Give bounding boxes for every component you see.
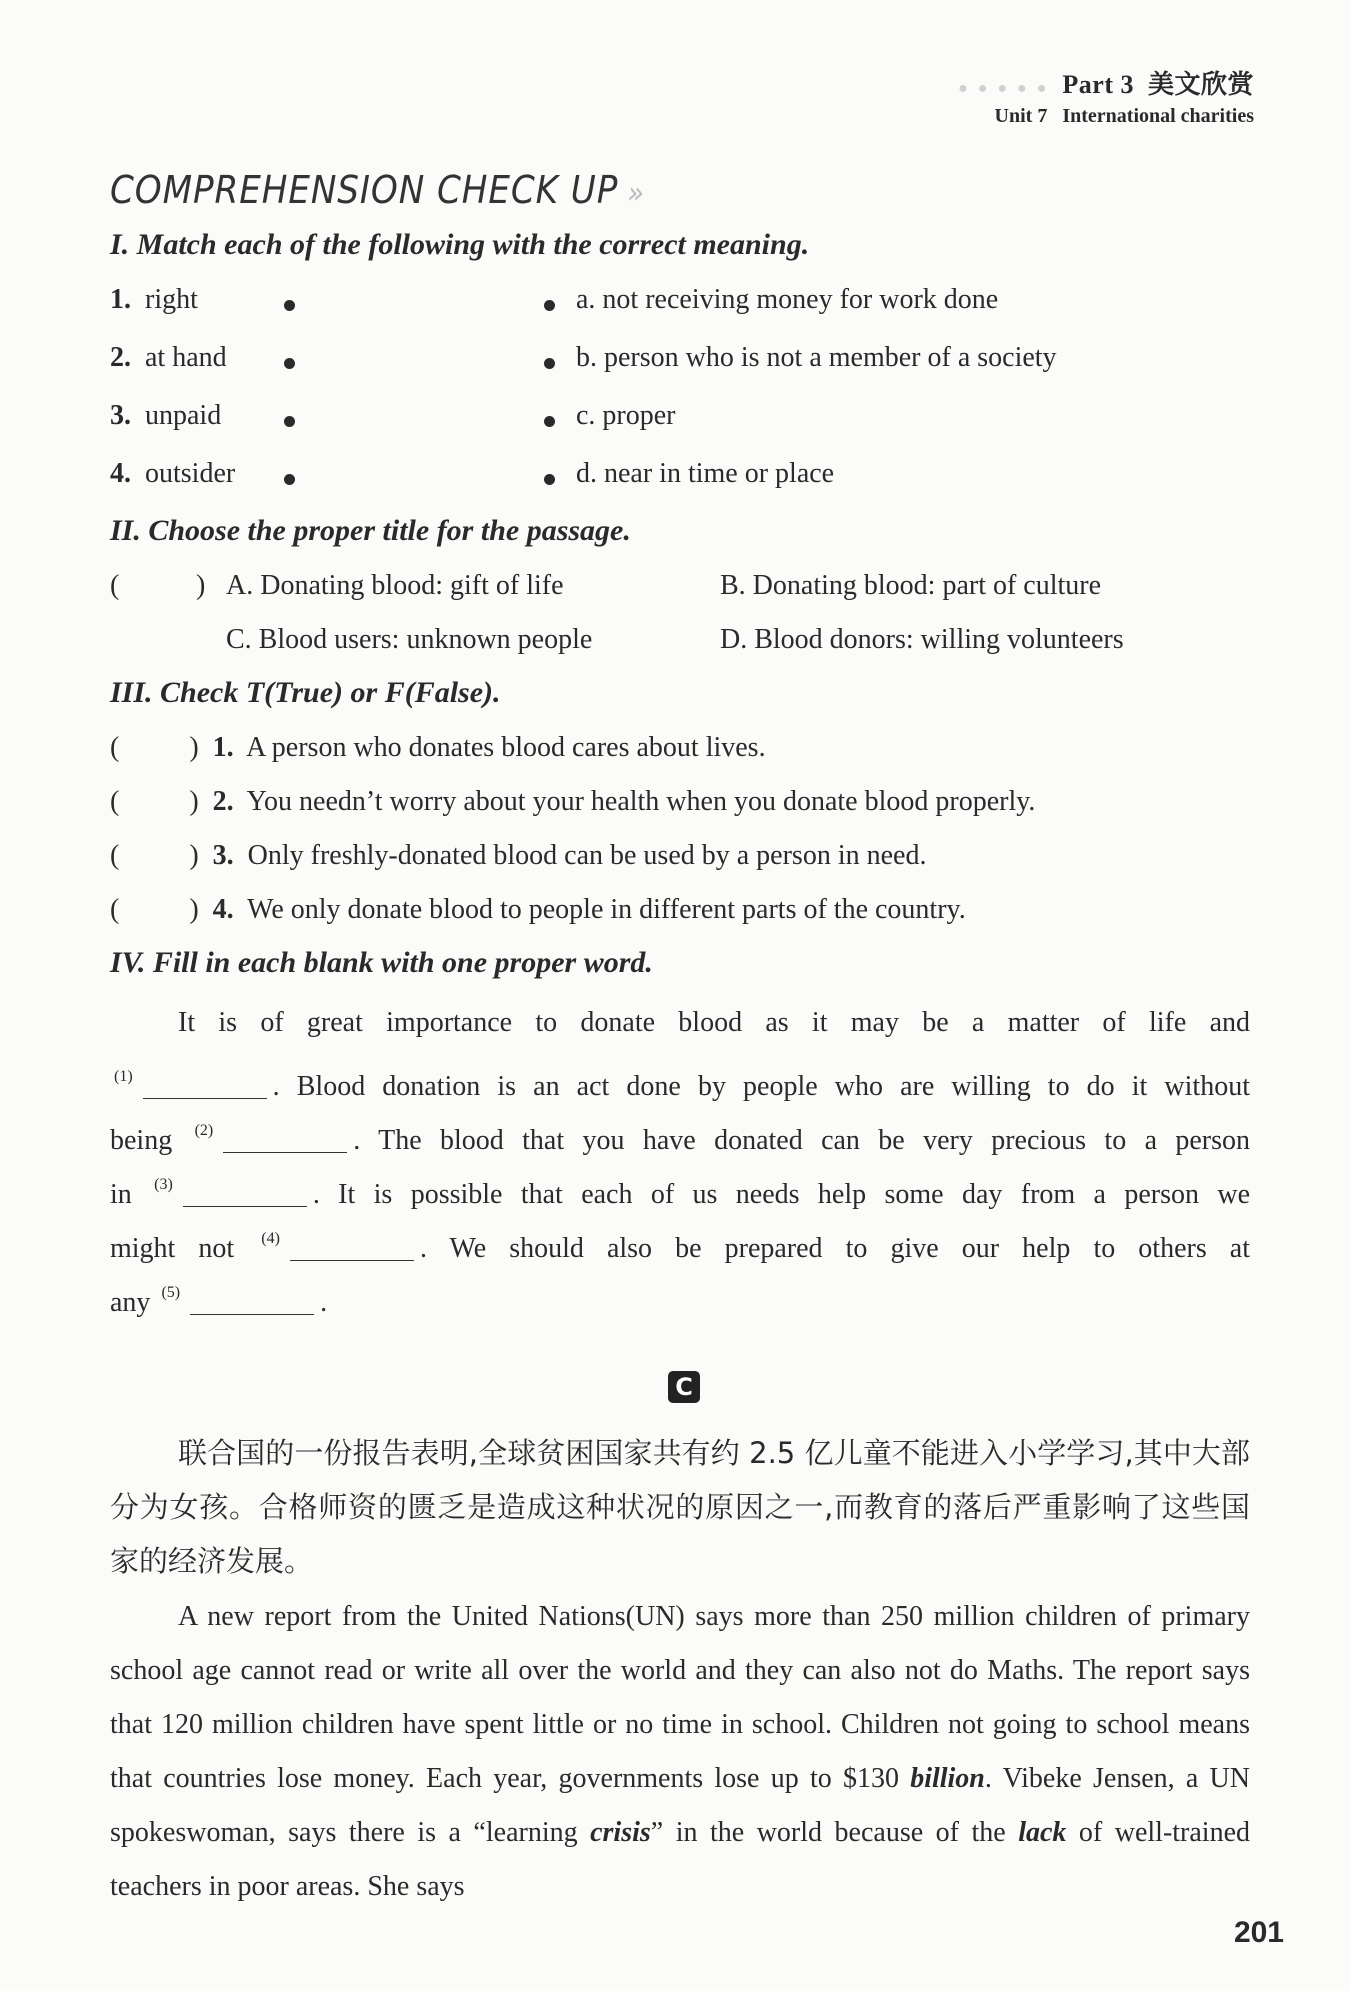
- passage-text: of well-trained teachers in poor areas. She says: [110, 1817, 1250, 1902]
- match-right-item-d: d. near in time or place: [576, 458, 835, 489]
- section-2-heading: II. Choose the proper title for the passage.: [110, 514, 631, 547]
- part-label: Part 3: [1062, 70, 1134, 99]
- match-dot-right-b[interactable]: [544, 358, 555, 369]
- passage-text: . Vibeke Jensen, a UN spokeswoman, says there is a “learning: [110, 1763, 1250, 1848]
- match-dot-right-c[interactable]: [544, 416, 555, 427]
- match-dot-left-4[interactable]: [284, 474, 295, 485]
- match-left-item-2: [110, 342, 227, 374]
- line-text: . We should also be prepared to give our help to others at: [419, 1233, 1250, 1264]
- double-chevron-icon: »: [627, 176, 645, 211]
- running-header-part: [958, 64, 1254, 101]
- item-number: 4.: [110, 458, 131, 489]
- paren-close: ): [189, 894, 199, 925]
- fill-blank-5[interactable]: [190, 1313, 314, 1315]
- blank-mark: (3): [154, 1176, 173, 1193]
- item-text: unpaid: [145, 400, 222, 431]
- match-right-item-b: b. person who is not a member of a society: [576, 342, 1057, 373]
- paren-open: (: [110, 732, 120, 763]
- answer-blank-title[interactable]: [124, 570, 194, 602]
- item-text: outsider: [145, 458, 236, 489]
- item-text: A person who donates blood cares about lives.: [246, 732, 766, 763]
- option-c: C. Blood users: unknown people: [226, 624, 593, 655]
- line-text: . Blood donation is an act done by people who are willing to do it without: [272, 1071, 1250, 1102]
- line-text: any: [110, 1287, 151, 1318]
- comprehension-title: [110, 168, 645, 212]
- match-left-item-4: [110, 458, 235, 490]
- line-text: . It is possible that each of us needs help some day from a person we: [312, 1179, 1250, 1210]
- running-header-unit: [995, 105, 1254, 128]
- keyword-billion: billion: [910, 1763, 985, 1794]
- line-text: .: [320, 1287, 328, 1318]
- item-number: 3.: [110, 400, 131, 431]
- match-right-item-a: a. not receiving money for work done: [576, 284, 999, 315]
- section-4-heading: IV. Fill in each blank with one proper word.: [110, 946, 653, 979]
- line-text: being: [110, 1125, 173, 1156]
- blank-mark: (4): [261, 1230, 280, 1247]
- paren-open: (: [110, 894, 120, 925]
- comprehension-title-text: COMPREHENSION CHECK UP: [110, 168, 619, 212]
- tf-item-4: [110, 894, 966, 926]
- match-dot-left-1[interactable]: [284, 300, 295, 311]
- match-dot-right-d[interactable]: [544, 474, 555, 485]
- part-cn-label: 美文欣赏: [1147, 70, 1254, 100]
- match-dot-right-a[interactable]: [544, 300, 555, 311]
- blank-mark: (2): [194, 1122, 214, 1139]
- item-text: at hand: [145, 342, 227, 373]
- item-number: 2.: [212, 786, 234, 817]
- fill-blank-2[interactable]: [223, 1151, 347, 1153]
- english-passage: [110, 1590, 1250, 1914]
- match-dot-left-3[interactable]: [284, 416, 295, 427]
- match-dot-left-2[interactable]: [284, 358, 295, 369]
- paren-close: ): [189, 732, 199, 763]
- item-text: We only donate blood to people in different parts of the country.: [247, 894, 966, 925]
- tf-item-2: [110, 786, 1035, 818]
- chinese-intro-paragraph: 联合国的一份报告表明,全球贫困国家共有约 2.5 亿儿童不能进入小学学习,其中大部分为女孩。合格师资的匮乏是造成这种状况的原因之一,而教育的落后严重影响了这些国家的经济发展。: [110, 1436, 1250, 1578]
- answer-paren-open: (: [110, 570, 120, 601]
- item-number: 2.: [110, 342, 131, 373]
- paren-open: (: [110, 786, 120, 817]
- blank-mark: (5): [161, 1284, 181, 1301]
- item-text: right: [145, 284, 198, 315]
- option-b: B. Donating blood: part of culture: [720, 570, 1102, 601]
- keyword-lack: lack: [1018, 1817, 1067, 1848]
- item-number: 1.: [110, 284, 131, 315]
- decorative-dots: ● ● ● ● ●: [958, 80, 1050, 97]
- fill-blank-4[interactable]: [290, 1259, 414, 1261]
- unit-title: International charities: [1062, 105, 1254, 127]
- fill-line-6: [110, 1266, 1250, 1330]
- fill-blank-1[interactable]: [143, 1097, 267, 1099]
- unit-label: Unit 7: [994, 105, 1048, 127]
- item-number: 3.: [212, 840, 234, 871]
- blank-mark: (1): [114, 1068, 133, 1085]
- page-number: 201: [1233, 1916, 1284, 1949]
- tf-item-3: [110, 840, 926, 872]
- match-left-item-3: [110, 400, 221, 432]
- passage-text: A new report from the United Nations(UN) says more than 250 million children of primary school age cannot read or write all over the world and they can also not do Maths. The report says that 120 million children have spent little or no time in school. Children not going to school means that countries lose money. Each year, governments lose up to $130: [110, 1601, 1250, 1794]
- item-text: Only freshly-donated blood can be used by a person in need.: [247, 840, 927, 871]
- answer-paren-close: ): [196, 570, 206, 601]
- section-3-heading: III. Check T(True) or F(False).: [110, 676, 501, 709]
- fill-line-1: It is of great importance to donate blood as it may be a matter of life and: [178, 1007, 1250, 1038]
- line-text: in: [110, 1179, 132, 1210]
- passage-text: ” in the world because of the: [650, 1817, 1006, 1848]
- paren-close: ): [189, 840, 199, 871]
- match-right-item-c: c. proper: [576, 400, 676, 431]
- item-number: 4.: [212, 894, 234, 925]
- match-left-item-1: [110, 284, 198, 316]
- keyword-crisis: crisis: [590, 1817, 651, 1848]
- line-text: might not: [110, 1233, 235, 1264]
- tf-item-1: [110, 732, 766, 764]
- paren-open: (: [110, 840, 120, 871]
- option-d: D. Blood donors: willing volunteers: [720, 624, 1124, 655]
- option-a: A. Donating blood: gift of life: [226, 570, 564, 601]
- section-1-heading: I. Match each of the following with the correct meaning.: [110, 228, 810, 261]
- section-c-badge: C: [668, 1371, 700, 1403]
- fill-blank-3[interactable]: [183, 1205, 307, 1207]
- item-text: You needn’t worry about your health when you donate blood properly.: [246, 786, 1036, 817]
- paren-close: ): [189, 786, 199, 817]
- line-text: . The blood that you have donated can be very precious to a person: [353, 1125, 1251, 1156]
- item-number: 1.: [212, 732, 234, 763]
